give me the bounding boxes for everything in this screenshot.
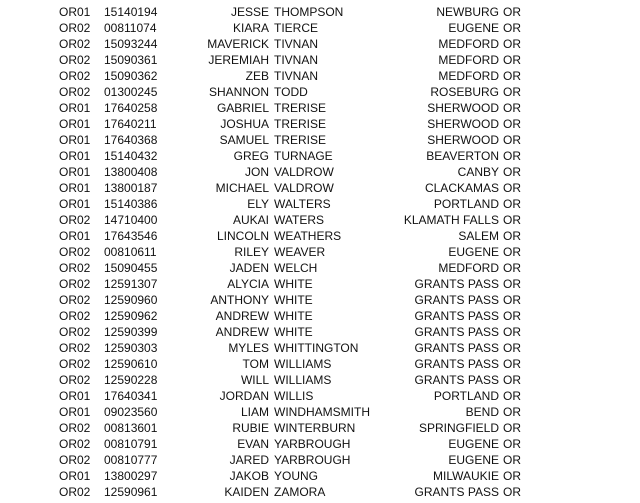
last-name: WILLIS [274,389,314,403]
city: SHERWOOD [427,133,499,147]
state: OR [503,277,521,291]
region-code: OR02 [59,325,91,339]
region-code: OR02 [59,293,91,307]
city: GRANTS PASS [414,277,499,291]
first-name: ANDREW [215,309,269,323]
region-code: OR02 [59,69,91,83]
first-name: ZEB [245,69,269,83]
city: MEDFORD [438,53,499,67]
state: OR [503,37,521,51]
first-name: JOSHUA [220,117,269,131]
state: OR [503,213,521,227]
member-id: 15090362 [104,69,158,83]
city: KLAMATH FALLS [403,213,499,227]
first-name: MAVERICK [207,37,269,51]
member-id: 15140432 [104,149,158,163]
last-name: WINDHAMSMITH [274,405,370,419]
last-name: WELCH [274,261,318,275]
state: OR [503,309,521,323]
city: NEWBURG [436,5,499,19]
region-code: OR01 [59,229,91,243]
first-name: ANTHONY [210,293,269,307]
last-name: WHITE [274,277,313,291]
last-name: TRERISE [274,117,327,131]
member-id: 00813601 [104,421,158,435]
last-name: WILLIAMS [274,373,332,387]
table-row [0,340,640,356]
state: OR [503,261,521,275]
first-name: KIARA [232,21,269,35]
first-name: KAIDEN [224,485,269,499]
region-code: OR01 [59,101,91,115]
member-id: 17640341 [104,389,158,403]
member-id: 09023560 [104,405,158,419]
table-row [0,468,640,484]
state: OR [503,469,521,483]
member-id: 12590228 [104,373,158,387]
region-code: OR02 [59,357,91,371]
last-name: WALTERS [274,197,331,211]
region-code: OR02 [59,373,91,387]
member-id: 00810777 [104,453,158,467]
table-row [0,276,640,292]
state: OR [503,485,521,499]
region-code: OR02 [59,21,91,35]
state: OR [503,133,521,147]
region-code: OR02 [59,261,91,275]
region-code: OR01 [59,165,91,179]
last-name: VALDROW [274,165,334,179]
state: OR [503,293,521,307]
member-id: 12590961 [104,485,158,499]
state: OR [503,405,521,419]
first-name: WILL [240,373,269,387]
state: OR [503,117,521,131]
first-name: MICHAEL [215,181,269,195]
state: OR [503,373,521,387]
last-name: YOUNG [274,469,319,483]
city: ROSEBURG [430,85,499,99]
city: EUGENE [448,453,499,467]
last-name: WHITE [274,309,313,323]
state: OR [503,85,521,99]
last-name: TRERISE [274,101,327,115]
city: GRANTS PASS [414,485,499,499]
region-code: OR02 [59,213,91,227]
last-name: TRERISE [274,133,327,147]
last-name: WHITTINGTON [274,341,359,355]
table-row [0,228,640,244]
member-id: 13800187 [104,181,158,195]
city: EUGENE [448,21,499,35]
city: GRANTS PASS [414,309,499,323]
city: CLACKAMAS [424,181,499,195]
member-id: 00810791 [104,437,158,451]
city: MEDFORD [438,261,499,275]
last-name: TURNAGE [274,149,333,163]
table-row [0,292,640,308]
city: PORTLAND [433,197,499,211]
state: OR [503,101,521,115]
state: OR [503,437,521,451]
state: OR [503,325,521,339]
member-listing [0,4,640,500]
first-name: ELY [247,197,269,211]
city: GRANTS PASS [414,293,499,307]
city: EUGENE [448,245,499,259]
table-row [0,372,640,388]
city: SALEM [458,229,499,243]
member-id: 00810611 [104,245,157,259]
table-row [0,324,640,340]
state: OR [503,357,521,371]
state: OR [503,21,521,35]
table-row [0,212,640,228]
table-row [0,4,640,20]
last-name: WINTERBURN [274,421,356,435]
last-name: WILLIAMS [274,357,332,371]
table-row [0,404,640,420]
last-name: TIERCE [274,21,319,35]
region-code: OR02 [59,85,91,99]
state: OR [503,229,521,243]
member-id: 15093244 [104,37,158,51]
table-row [0,84,640,100]
region-code: OR02 [59,245,91,259]
table-row [0,260,640,276]
table-row [0,196,640,212]
city: GRANTS PASS [414,357,499,371]
first-name: SAMUEL [219,133,269,147]
member-id: 17640368 [104,133,158,147]
region-code: OR01 [59,149,91,163]
first-name: JAKOB [229,469,269,483]
member-id: 12590399 [104,325,158,339]
city: SHERWOOD [427,101,499,115]
member-id: 12591307 [104,277,158,291]
member-id: 17643546 [104,229,158,243]
region-code: OR02 [59,421,91,435]
first-name: ALYCIA [227,277,269,291]
state: OR [503,421,521,435]
state: OR [503,197,521,211]
last-name: VALDROW [274,181,334,195]
table-row [0,68,640,84]
city: SPRINGFIELD [418,421,499,435]
first-name: LINCOLN [216,229,269,243]
member-id: 12590960 [104,293,158,307]
member-id: 12590962 [104,309,158,323]
first-name: GREG [233,149,269,163]
first-name: JORDAN [219,389,269,403]
last-name: YARBROUGH [274,437,351,451]
last-name: WEAVER [274,245,326,259]
last-name: TIVNAN [274,53,319,67]
city: GRANTS PASS [414,373,499,387]
last-name: TODD [274,85,308,99]
table-row [0,180,640,196]
city: GRANTS PASS [414,341,499,355]
state: OR [503,5,521,19]
table-row [0,148,640,164]
city: CANBY [457,165,499,179]
table-row [0,452,640,468]
city: SHERWOOD [427,117,499,131]
table-row [0,484,640,500]
region-code: OR02 [59,341,91,355]
state: OR [503,341,521,355]
table-row [0,356,640,372]
city: EUGENE [448,437,499,451]
first-name: JARED [229,453,269,467]
last-name: THOMPSON [274,5,344,19]
region-code: OR02 [59,309,91,323]
region-code: OR01 [59,133,91,147]
city: MEDFORD [438,69,499,83]
member-id: 00811074 [104,21,157,35]
state: OR [503,149,521,163]
first-name: ANDREW [215,325,269,339]
state: OR [503,389,521,403]
region-code: OR01 [59,181,91,195]
member-id: 13800297 [104,469,158,483]
first-name: EVAN [237,437,269,451]
state: OR [503,181,521,195]
first-name: AUKAI [232,213,269,227]
table-row [0,436,640,452]
city: MILWAUKIE [432,469,499,483]
table-row [0,244,640,260]
table-row [0,164,640,180]
last-name: ZAMORA [274,485,326,499]
member-id: 15090455 [104,261,158,275]
first-name: JON [245,165,269,179]
member-id: 13800408 [104,165,158,179]
first-name: JEREMIAH [208,53,269,67]
table-row [0,116,640,132]
state: OR [503,453,521,467]
last-name: WHITE [274,325,313,339]
member-id: 17640258 [104,101,158,115]
member-id: 15090361 [104,53,158,67]
region-code: OR02 [59,453,91,467]
member-id: 15140386 [104,197,158,211]
city: GRANTS PASS [414,325,499,339]
first-name: RILEY [234,245,269,259]
city: BEND [465,405,499,419]
first-name: LIAM [240,405,269,419]
table-row [0,420,640,436]
last-name: WEATHERS [274,229,342,243]
last-name: TIVNAN [274,37,319,51]
region-code: OR01 [59,117,91,131]
table-row [0,20,640,36]
first-name: MYLES [228,341,269,355]
region-code: OR02 [59,277,91,291]
table-row [0,36,640,52]
member-id: 12590303 [104,341,158,355]
member-id: 12590610 [104,357,158,371]
member-id: 15140194 [104,5,158,19]
city: MEDFORD [438,37,499,51]
first-name: RUBIE [232,421,269,435]
first-name: JADEN [229,261,269,275]
first-name: JESSE [230,5,269,19]
last-name: WATERS [274,213,324,227]
last-name: YARBROUGH [274,453,351,467]
state: OR [503,69,521,83]
last-name: TIVNAN [274,69,319,83]
region-code: OR02 [59,485,91,499]
table-row [0,100,640,116]
region-code: OR02 [59,37,91,51]
table-row [0,388,640,404]
city: PORTLAND [433,389,499,403]
table-row [0,308,640,324]
first-name: GABRIEL [216,101,269,115]
state: OR [503,165,521,179]
state: OR [503,245,521,259]
region-code: OR02 [59,437,91,451]
region-code: OR01 [59,197,91,211]
table-row [0,132,640,148]
first-name: TOM [242,357,269,371]
region-code: OR01 [59,389,91,403]
table-row [0,52,640,68]
region-code: OR01 [59,405,91,419]
region-code: OR01 [59,469,91,483]
city: BEAVERTON [426,149,499,163]
first-name: SHANNON [208,85,269,99]
member-id: 17640211 [104,117,157,131]
last-name: WHITE [274,293,313,307]
region-code: OR02 [59,53,91,67]
region-code: OR01 [59,5,91,19]
member-id: 01300245 [104,85,158,99]
member-id: 14710400 [104,213,158,227]
state: OR [503,53,521,67]
